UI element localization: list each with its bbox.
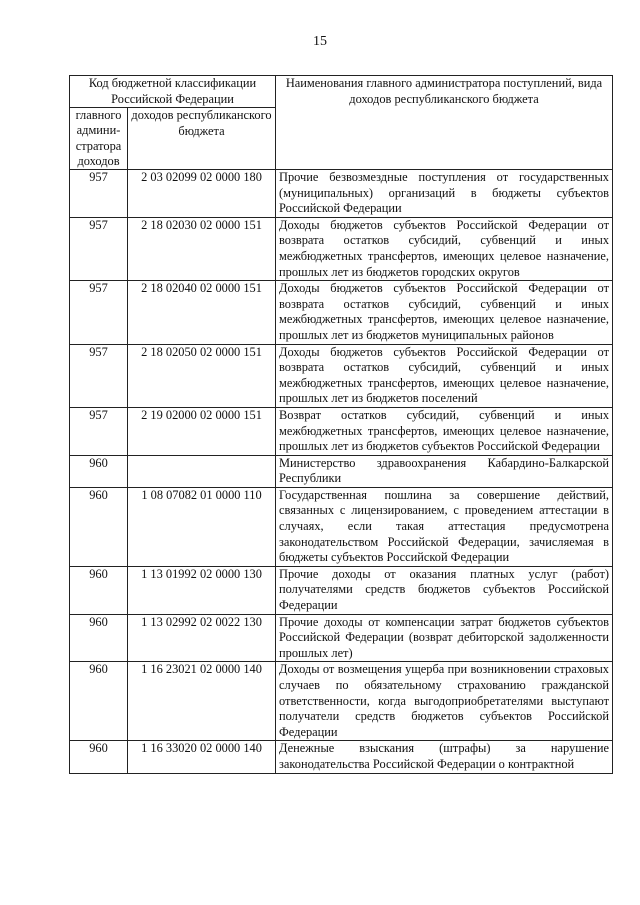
table-row <box>70 281 613 344</box>
table-row <box>70 662 613 741</box>
table-row <box>70 741 613 773</box>
header-classification-code: Код бюджетной классификации Российской Федерации <box>70 76 276 108</box>
income-code-cell: 1 13 01992 02 0000 130 <box>128 566 276 614</box>
income-code-cell: 1 16 23021 02 0000 140 <box>128 662 276 741</box>
table-row <box>70 170 613 218</box>
income-code-cell: 2 03 02099 02 0000 180 <box>128 170 276 218</box>
income-name-cell: Прочие доходы от компенсации затрат бюджетов субъектов Российской Федерации (возврат дебиторской задолженности прошлых лет) <box>276 614 613 662</box>
header-main-administrator: главного админи- стратора доходов <box>70 108 128 170</box>
income-code-cell: 1 16 33020 02 0000 140 <box>128 741 276 773</box>
admin-code-cell: 957 <box>70 217 128 280</box>
admin-code-cell: 960 <box>70 455 128 487</box>
income-code-cell: 2 18 02030 02 0000 151 <box>128 217 276 280</box>
admin-code-cell: 957 <box>70 344 128 407</box>
budget-classification-table <box>69 75 613 774</box>
income-name-cell: Прочие безвозмездные поступления от государственных (муниципальных) организаций в бюджеты субъектов Российской Федерации <box>276 170 613 218</box>
admin-code-cell: 957 <box>70 170 128 218</box>
income-code-cell: 2 18 02050 02 0000 151 <box>128 344 276 407</box>
income-code-cell: 1 08 07082 01 0000 110 <box>128 487 276 566</box>
income-code-cell: 2 19 02000 02 0000 151 <box>128 407 276 455</box>
income-name-cell: Возврат остатков субсидий, субвенций и иных межбюджетных трансфертов, имеющих целевое назначение, прошлых лет из бюджетов субъектов Российской Федерации <box>276 407 613 455</box>
header-income: доходов республиканского бюджета <box>128 108 276 170</box>
admin-code-cell: 960 <box>70 662 128 741</box>
admin-code-cell: 960 <box>70 614 128 662</box>
table-row <box>70 407 613 455</box>
income-name-cell: Доходы от возмещения ущерба при возникновении страховых случаев по обязательному страхованию гражданской ответственности, когда выгодоприобретателями выступают получатели средств бюджетов субъектов Российской Федерации <box>276 662 613 741</box>
income-name-cell: Доходы бюджетов субъектов Российской Федерации от возврата остатков субсидий, субвенций и иных межбюджетных трансфертов, имеющих целевое назначение, прошлых лет из бюджетов поселений <box>276 344 613 407</box>
table-body <box>70 170 613 774</box>
page-number: 15 <box>313 34 327 49</box>
income-name-cell: Министерство здравоохранения Кабардино-Балкарской Республики <box>276 455 613 487</box>
admin-code-cell: 957 <box>70 407 128 455</box>
table-row <box>70 487 613 566</box>
income-code-cell: 2 18 02040 02 0000 151 <box>128 281 276 344</box>
income-name-cell: Доходы бюджетов субъектов Российской Федерации от возврата остатков субсидий, субвенций и иных межбюджетных трансфертов, имеющих целевое назначение, прошлых лет из бюджетов муниципальных районов <box>276 281 613 344</box>
table-row <box>70 344 613 407</box>
income-code-cell <box>128 455 276 487</box>
income-name-cell: Государственная пошлина за совершение действий, связанных с лицензированием, с проведением аттестации в случаях, если такая аттестация предусмотрена законодательством Российской Федерации, зачисляемая в бюджеты субъектов Российской Федерации <box>276 487 613 566</box>
header-administrator-name: Наименования главного администратора поступлений, вида доходов республиканского бюджета <box>276 76 613 170</box>
income-name-cell: Денежные взыскания (штрафы) за нарушение законодательства Российской Федерации о контрактной <box>276 741 613 773</box>
table-row <box>70 614 613 662</box>
admin-code-cell: 960 <box>70 487 128 566</box>
table-row <box>70 455 613 487</box>
table-row <box>70 566 613 614</box>
admin-code-cell: 960 <box>70 741 128 773</box>
admin-code-cell: 957 <box>70 281 128 344</box>
header-row-1 <box>70 76 613 108</box>
table-row <box>70 217 613 280</box>
admin-code-cell: 960 <box>70 566 128 614</box>
income-code-cell: 1 13 02992 02 0022 130 <box>128 614 276 662</box>
income-name-cell: Доходы бюджетов субъектов Российской Федерации от возврата остатков субсидий, субвенций и иных межбюджетных трансфертов, имеющих целевое назначение, прошлых лет из бюджетов городских округов <box>276 217 613 280</box>
income-name-cell: Прочие доходы от оказания платных услуг (работ) получателями средств бюджетов субъектов Российской Федерации <box>276 566 613 614</box>
table-header <box>70 76 613 170</box>
